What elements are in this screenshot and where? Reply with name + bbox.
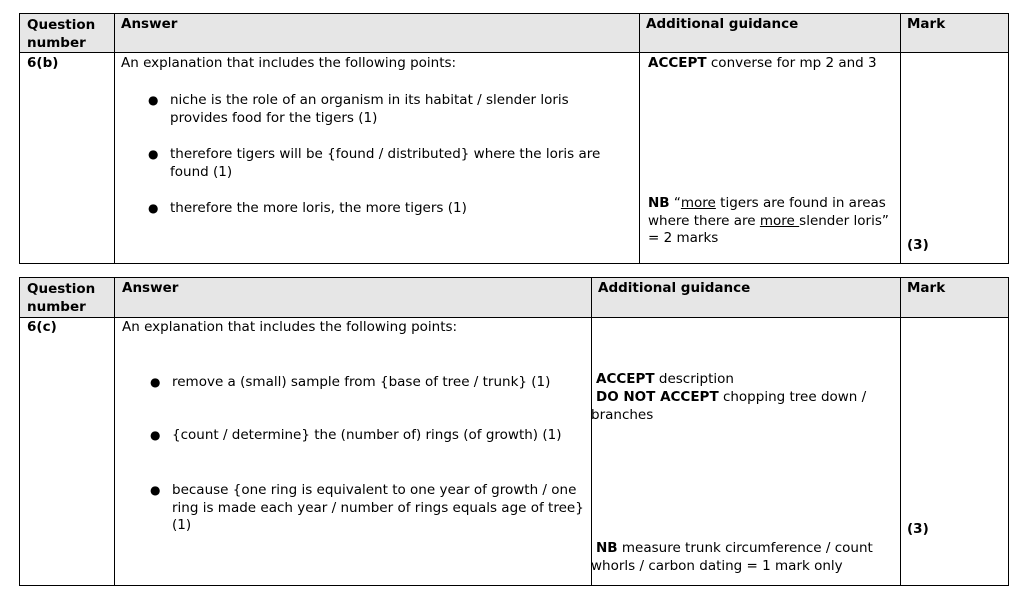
mark-scheme-table-6c bbox=[19, 277, 1009, 586]
question-number: 6(b) bbox=[27, 55, 59, 71]
header-mark: Mark bbox=[907, 280, 946, 296]
question-number: 6(c) bbox=[27, 319, 57, 335]
answer-intro: An explanation that includes the following points: bbox=[121, 55, 457, 71]
answer-point: ● niche is the role of an organism in its habitat / slender loris provides food for the tigers (1) bbox=[148, 92, 569, 126]
bullet-icon: ● bbox=[148, 93, 159, 107]
header-additional-guidance: Additional guidance bbox=[646, 16, 799, 32]
column-divider bbox=[114, 278, 115, 585]
header-answer: Answer bbox=[121, 16, 178, 32]
guidance-nb: NB measure trunk circumference / count whorls / carbon dating = 1 mark only bbox=[591, 540, 873, 574]
answer-point: ● therefore tigers will be {found / distributed} where the loris are found (1) bbox=[148, 146, 601, 180]
guidance-accept: ACCEPT description bbox=[596, 371, 734, 387]
mark-scheme-table-6b bbox=[19, 13, 1009, 264]
header-additional-guidance: Additional guidance bbox=[598, 280, 751, 296]
column-divider bbox=[639, 14, 640, 263]
header-answer: Answer bbox=[122, 280, 179, 296]
header-mark: Mark bbox=[907, 16, 946, 32]
bullet-icon: ● bbox=[148, 147, 159, 161]
answer-point: ● therefore the more loris, the more tigers (1) bbox=[148, 200, 467, 216]
bullet-icon: ● bbox=[150, 428, 161, 442]
header-question-number: Question number bbox=[27, 281, 96, 315]
column-divider bbox=[591, 278, 592, 585]
bullet-icon: ● bbox=[148, 201, 159, 215]
guidance-accept: ACCEPT converse for mp 2 and 3 bbox=[648, 55, 877, 71]
column-divider bbox=[114, 14, 115, 263]
answer-point: ● remove a (small) sample from {base of tree / trunk} (1) bbox=[150, 374, 551, 390]
bullet-icon: ● bbox=[150, 483, 161, 497]
answer-point: ● {count / determine} the (number of) rings (of growth) (1) bbox=[150, 427, 562, 443]
column-divider bbox=[900, 14, 901, 263]
guidance-do-not-accept: DO NOT ACCEPT chopping tree down / branches bbox=[591, 389, 867, 423]
bullet-icon: ● bbox=[150, 375, 161, 389]
column-divider bbox=[900, 278, 901, 585]
answer-point: ● because {one ring is equivalent to one year of growth / one ring is made each year / number of rings equals age of tree} (1) bbox=[150, 482, 584, 533]
mark-value: (3) bbox=[907, 521, 929, 537]
guidance-nb: NB “more tigers are found in areas where there are more slender loris” = 2 marks bbox=[648, 195, 889, 246]
header-question-number: Question number bbox=[27, 17, 96, 51]
answer-intro: An explanation that includes the following points: bbox=[122, 319, 458, 335]
mark-value: (3) bbox=[907, 237, 929, 253]
